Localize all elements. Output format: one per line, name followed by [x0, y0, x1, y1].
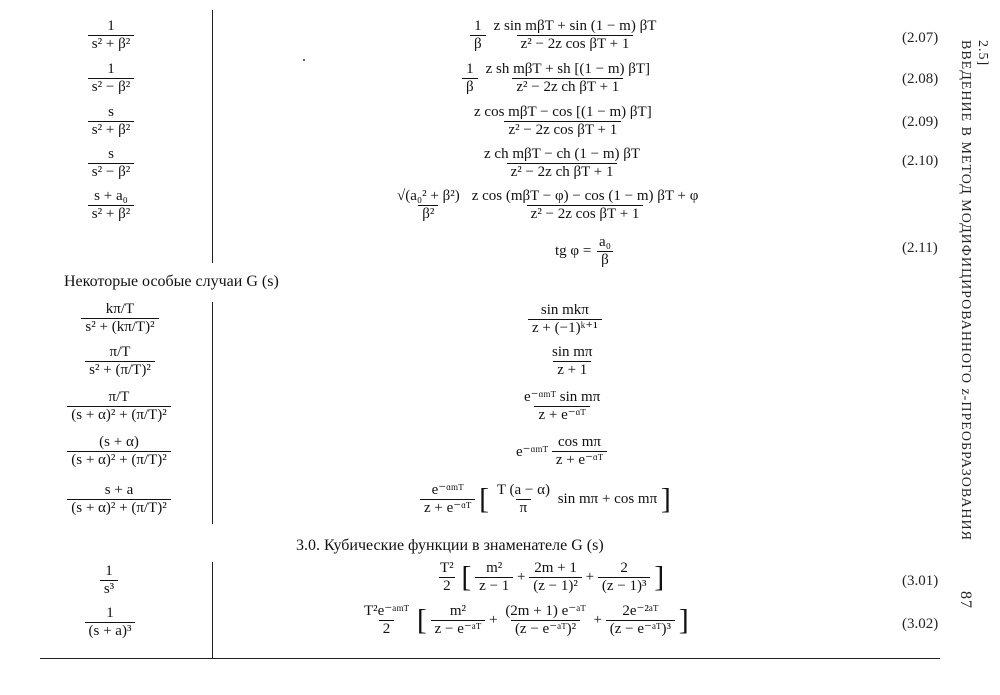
eq-number: (3.02) — [902, 616, 939, 632]
gz-2-09: $\frac{\text{z cos mβT − cos [(1 − m) βT]}}{\text{z² − 2z cos βT + 1}}$ — [474, 104, 652, 138]
special-gz-1: $\frac{\text{sin mkπ}}{\text{z + (−1)ᵏ⁺¹}}$ — [528, 302, 602, 337]
bottom-rule — [40, 658, 940, 659]
page-number: 87 — [957, 591, 974, 610]
gs-2-11: $\frac{\text{s + a₀}}{\text{s² + β²}}$ — [73, 188, 149, 223]
cubic-gs-2: $\frac{1}{\text{(s + a)³}}$ — [68, 605, 152, 640]
stray-dot — [303, 59, 305, 61]
eq-number: (2.07) — [902, 30, 939, 46]
eq-number: (2.10) — [902, 153, 939, 169]
cubic-gz-1: $\frac{\text{T²}}{2}$ [ $\frac{\text{m²}}{z - 1}$ + $\frac{2m + 1}{\text{(z − 1)²}}$ + $\frac{2}{\text{(z − 1)³}}$ ] — [440, 560, 665, 594]
section-3-heading: 3.0. Кубические функции в знаменателе G (s) — [296, 537, 604, 554]
cubic-gz-2: $\frac{\text{T²e⁻ᵃᵐᵀ}}{2}$ [ $\frac{\text{m²}}{\text{z − e⁻ᵃᵀ}}$ + $\frac{\text{(2m + 1) e⁻ᵃᵀ}}{\text{(z − e⁻ᵃᵀ)²}}$ + $\frac{\text{2e⁻²ᵃᵀ}}{\text{(z − e⁻ᵃᵀ)³}}$ ] — [364, 603, 689, 637]
eq-number: (3.01) — [902, 573, 939, 589]
special-gs-1: $\frac{k\pi/T}{\text{s² + (kπ/T)²}}$ — [40, 301, 200, 336]
gz-2-07: $\frac{1}{\beta}$ $\frac{\text{z sin mβT + sin (1 − m) βT}}{\text{z² − 2z cos βT + 1}}$ — [470, 18, 660, 53]
gz-2-11-tg: tg φ = $\frac{\text{a₀}}{\beta}$ — [555, 234, 611, 268]
gs-2-10: $\frac{s}{\text{s² − β²}}$ — [73, 146, 149, 181]
gs-2-07: $\frac{1}{\text{s² + β²}}$ — [73, 18, 149, 53]
special-gz-5: $\frac{\text{e⁻ᵅᵐᵀ}}{\text{z + e⁻ᵅᵀ}}$ [ $\frac{T (a - \alpha)}{\pi}$ sin mπ + cos mπ ] — [420, 482, 671, 517]
special-gz-4: e⁻ᵅᵐᵀ $\frac{\text{cos mπ}}{\text{z + e⁻ᵅᵀ}}$ — [516, 434, 607, 469]
special-gs-4: $\frac{(s + \alpha)}{\text{(s + α)² + (π/T)²}}$ — [36, 434, 202, 469]
running-head: 2.5] ВВЕДЕНИЕ В МЕТОД МОДИФИЦИРОВАННОГО z-ПРЕОБРАЗОВАНИЯ 87 — [957, 40, 990, 610]
eq-number: (2.11) — [902, 240, 938, 256]
gz-2-08: $\frac{1}{\beta}$ $\frac{\text{z sh mβT + sh [(1 − m) βT]}}{\text{z² − 2z ch βT + 1}}$ — [462, 61, 654, 96]
gz-2-11-main: $\frac{\text{√(a₀² + β²)}}{\text{β²}}$ $\frac{\text{z cos (mβT − φ) − cos (1 − m) βT + φ}}{\text{z² − 2z cos βT + 1}}$ — [397, 188, 699, 222]
column-divider-3 — [212, 562, 213, 659]
gs-2-09: $\frac{s}{\text{s² + β²}}$ — [73, 104, 149, 139]
special-gz-2: $\frac{\text{sin mπ}}{z + 1}$ — [552, 344, 593, 378]
gz-2-10: $\frac{\text{z ch mβT − ch (1 − m) βT}}{\text{z² − 2z ch βT + 1}}$ — [484, 146, 641, 180]
special-cases-heading: Некоторые особые случаи G (s) — [64, 273, 279, 290]
special-gs-2: $\frac{\pi/T}{\text{s² + (π/T)²}}$ — [40, 344, 200, 379]
gs-2-08: $\frac{1}{\text{s² − β²}}$ — [73, 61, 149, 96]
eq-number: (2.09) — [902, 114, 939, 130]
eq-number: (2.08) — [902, 71, 939, 87]
column-divider-2 — [212, 302, 213, 524]
column-divider-1 — [212, 10, 213, 263]
special-gs-5: $\frac{s + a}{\text{(s + α)² + (π/T)²}}$ — [36, 482, 202, 517]
special-gs-3: $\frac{\pi/T}{\text{(s + α)² + (π/T)²}}$ — [36, 389, 202, 424]
cubic-gs-1: $\frac{1}{\text{s³}}$ — [80, 563, 138, 598]
special-gz-3: $\frac{\text{e⁻ᵅᵐᵀ sin mπ}}{\text{z + e⁻ᵅᵀ}}$ — [524, 389, 601, 423]
